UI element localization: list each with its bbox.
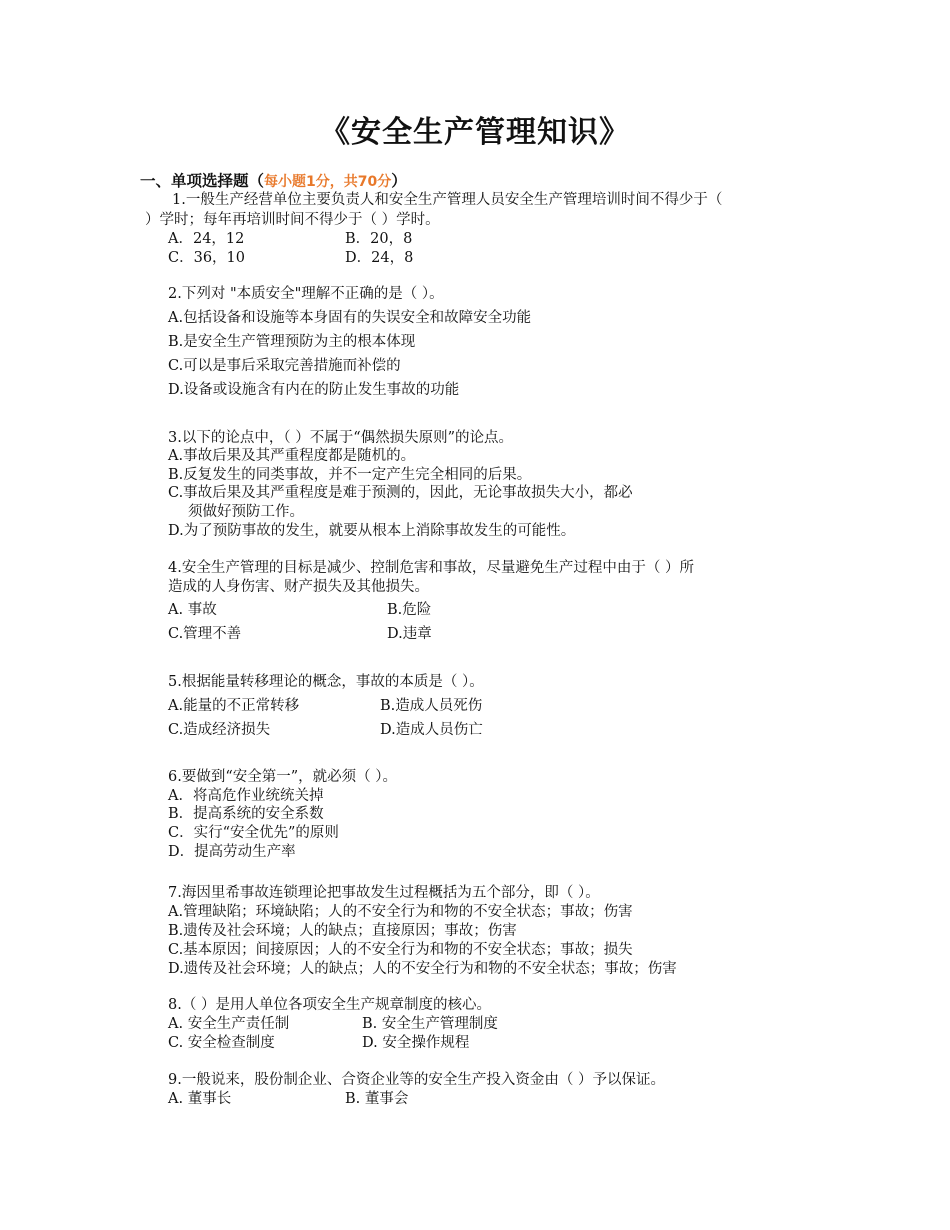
question-text: 3.以下的论点中，（ ）不属于“偶然损失原则”的论点。	[168, 430, 514, 446]
answer-option: B. 安全生产管理制度	[362, 1016, 498, 1032]
answer-option: C.可以是事后采取完善措施而补偿的	[168, 358, 401, 374]
question-text: 5.根据能量转移理论的概念，事故的本质是（ ）。	[168, 674, 484, 690]
answer-option: A. 事故	[168, 602, 217, 618]
question-text: 1.一般生产经营单位主要负责人和安全生产管理人员安全生产管理培训时间不得少于（	[172, 192, 723, 208]
answer-option: A.管理缺陷；环境缺陷；人的不安全行为和物的不安全状态；事故；伤害	[168, 904, 633, 920]
answer-option: B.反复发生的同类事故，并不一定产生完全相同的后果。	[168, 467, 532, 483]
question-text: ）学时；每年再培训时间不得少于（ ）学时。	[145, 212, 440, 228]
answer-option: D.违章	[387, 626, 432, 642]
answer-option: A．将高危作业统统关掉	[168, 788, 324, 804]
section-note-close: ）	[391, 172, 407, 190]
answer-option: C.基本原因；间接原因；人的不安全行为和物的不安全状态；事故；损失	[168, 942, 633, 958]
answer-option: B.造成人员死伤	[380, 698, 483, 714]
question-text: 8.（ ）是用人单位各项安全生产规章制度的核心。	[168, 997, 491, 1013]
question-text: 6.要做到“安全第一”，就必须（ ）。	[168, 769, 398, 785]
answer-option: D. 安全操作规程	[362, 1035, 470, 1051]
answer-option: C.造成经济损失	[168, 722, 271, 738]
answer-option: 须做好预防工作。	[188, 504, 304, 520]
answer-option: C．实行“安全优先”的原则	[168, 825, 339, 841]
question-text: 造成的人身伤害、财产损失及其他损失。	[168, 579, 429, 595]
answer-option: A. 安全生产责任制	[168, 1016, 290, 1032]
answer-option: A．24，12	[168, 231, 245, 247]
answer-option: A.能量的不正常转移	[168, 698, 300, 714]
section-heading	[140, 174, 407, 190]
question-text: 9.一般说来，股份制企业、合资企业等的安全生产投入资金由（ ）予以保证。	[168, 1072, 665, 1088]
answer-option: B.是安全生产管理预防为主的根本体现	[168, 334, 416, 350]
document-title: 《安全生产管理知识》	[320, 115, 630, 150]
answer-option: D．提高劳动生产率	[168, 844, 296, 860]
question-text: 7.海因里希事故连锁理论把事故发生过程概括为五个部分，即（ ）。	[168, 885, 600, 901]
question-text: 4.安全生产管理的目标是减少、控制危害和事故，尽量避免生产过程中由于（ ）所	[168, 560, 694, 576]
answer-option: B.危险	[387, 602, 432, 618]
answer-option: B．20，8	[345, 231, 413, 247]
answer-option: A.事故后果及其严重程度都是随机的。	[168, 448, 416, 464]
answer-option: D.设备或设施含有内在的防止发生事故的功能	[168, 382, 460, 398]
answer-option: C．36，10	[168, 250, 245, 266]
answer-option: D.造成人员伤亡	[380, 722, 483, 738]
answer-option: B.遗传及社会环境；人的缺点；直接原因；事故；伤害	[168, 923, 517, 939]
section-heading-text: 一、单项选择题	[140, 172, 249, 190]
section-note-open: （	[248, 172, 265, 190]
answer-option: D．24，8	[345, 250, 414, 266]
answer-option: C. 安全检查制度	[168, 1035, 275, 1051]
question-text: 2.下列对 "本质安全"理解不正确的是（ ）。	[168, 286, 444, 302]
section-note: 每小题1分，共70分	[264, 174, 392, 190]
answer-option: A.包括设备和设施等本身固有的失误安全和故障安全功能	[168, 310, 532, 326]
answer-option: B. 董事会	[345, 1091, 409, 1107]
answer-option: B．提高系统的安全系数	[168, 806, 324, 822]
answer-option: C.事故后果及其严重程度是难于预测的，因此，无论事故损失大小，都必	[168, 485, 633, 501]
answer-option: A. 董事长	[168, 1091, 232, 1107]
answer-option: D.遗传及社会环境；人的缺点；人的不安全行为和物的不安全状态；事故；伤害	[168, 961, 677, 977]
answer-option: D.为了预防事故的发生，就要从根本上消除事故发生的可能性。	[168, 523, 576, 539]
answer-option: C.管理不善	[168, 626, 242, 642]
